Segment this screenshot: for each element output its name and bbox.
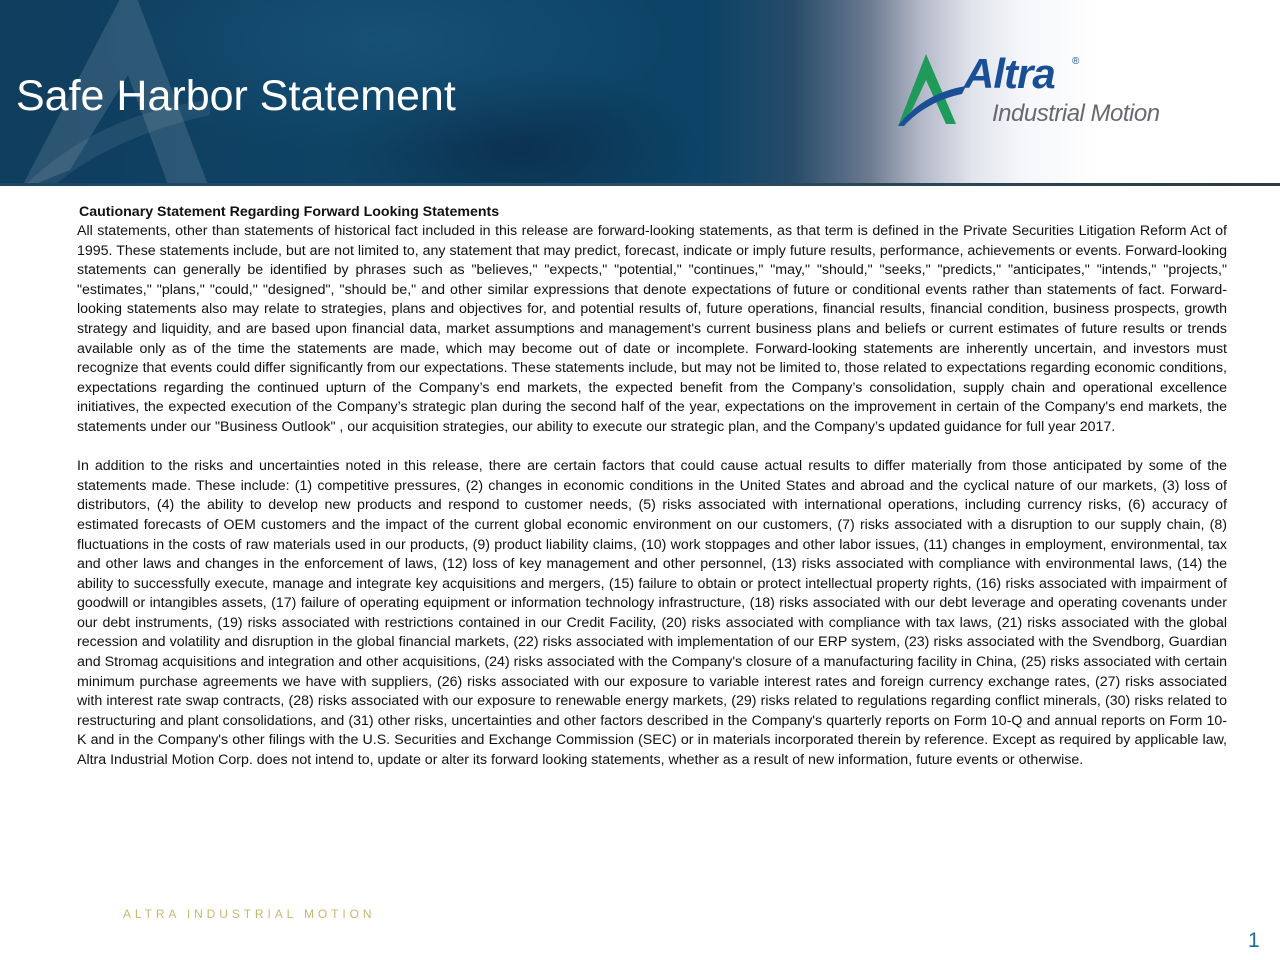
logo-wordmark: Altra <box>964 50 1055 97</box>
section-heading: Cautionary Statement Regarding Forward Looking Statements <box>79 204 500 220</box>
altra-logo <box>896 52 1206 132</box>
safe-harbor-body <box>77 203 1227 771</box>
risk-factors-paragraph: In addition to the risks and uncertainties noted in this release, there are certain factors that could cause actual results to differ materially from those anticipated by some of the statements made. These include: (1) competitive pressures, (2) changes in economic conditions in the United States and abroad and the cyclical nature of our markets, (3) loss of distributors, (4) the ability to develop new products and respond to customer needs, (5) risks associated with international operations, including currency risks, (6) accuracy of estimated forecasts of OEM customers and the impact of the current global economic environment on our customers, (7) risks associated with a disruption to our supply chain, (8) fluctuations in the costs of raw materials used in our products, (9) product liability claims, (10) work stoppages and other labor issues, (11) changes in employment, environmental, tax and other laws and changes in the enforcement of laws, (12) loss of key management and other personnel, (13) risks associated with compliance with environmental laws, (14) the ability to successfully execute, manage and integrate key acquisitions and mergers, (15) failure to obtain or protect intellectual property rights, (16) risks associated with impairment of goodwill or intangibles assets, (17) failure of operating equipment or information technology infrastructure, (18) risks associated with our debt leverage and operating covenants under our debt instruments, (19) risks associated with restrictions contained in our Credit Facility, (20) risks associated with compliance with tax laws, (21) risks associated with the global recession and volatility and disruption in the global financial markets, (22) risks associated with implementation of our ERP system, (23) risks associated with the Svendborg, Guardian and Stromag acquisitions and integration and other acquisitions, (24) risks associated with the Company's closure of a manufacturing facility in China, (25) risks associated with certain minimum purchase agreements we have with suppliers, (26) risks associated with our exposure to variable interest rates and foreign currency exchange rates, (27) risks associated with interest rate swap contracts, (28) risks associated with our exposure to renewable energy markets, (29) risks related to regulations regarding conflict minerals, (30) risks related to restructuring and plant consolidations, and (31) other risks, uncertainties and other factors described in the Company's quarterly reports on Form 10-Q and annual reports on Form 10-K and in the Company's other filings with the U.S. Securities and Exchange Commission (SEC) or in materials incorporated therein by reference. Except as required by applicable law, Altra Industrial Motion Corp. does not intend to, update or alter its forward looking statements, whether as a result of new information, future events or otherwise. <box>77 458 1227 769</box>
paragraph-spacer <box>77 438 1227 458</box>
footer-brand: ALTRA INDUSTRIAL MOTION <box>123 907 376 921</box>
registered-mark: ® <box>1072 56 1080 67</box>
page-title: Safe Harbor Statement <box>16 72 456 120</box>
header-divider <box>0 183 1280 186</box>
page-number: 1 <box>1248 929 1260 952</box>
forward-looking-paragraph: All statements, other than statements of historical fact included in this release are forward-looking statements, as that term is defined in the Private Securities Litigation Reform Act of 1995. These statements include, but are not limited to, any statement that may predict, forecast, indicate or imply future results, performance, achievements or events. Forward-looking statements can generally be identified by phrases such as "believes," "expects," "potential," "continues," "may," "should," "seeks," "predicts," "anticipates," "intends," "projects," "estimates," "plans," "could," "designed", "should be," and other similar expressions that denote expectations of future or conditional events rather than statements of fact. Forward-looking statements also may relate to strategies, plans and objectives for, and potential results of, future operations, financial results, financial condition, business prospects, growth strategy and liquidity, and are based upon financial data, market assumptions and management's current business plans and beliefs or current estimates of future results or trends available only as of the time the statements are made, which may become out of date or incomplete. Forward-looking statements are inherently uncertain, and investors must recognize that events could differ significantly from our expectations. These statements include, but may not be limited to, those related to expectations regarding economic conditions, expectations regarding the continued upturn of the Company’s end markets, the expected benefit from the Company’s consolidation, supply chain and operational excellence initiatives, the expected execution of the Company’s strategic plan during the second half of the year, expectations on the improvement in certain of the Company's end markets, the statements under our "Business Outlook" , our acquisition strategies, our ability to execute our strategic plan, and the Company’s updated guidance for full year 2017. <box>77 223 1227 435</box>
slide-header <box>0 0 1280 183</box>
logo-subtitle: Industrial Motion <box>992 100 1160 127</box>
